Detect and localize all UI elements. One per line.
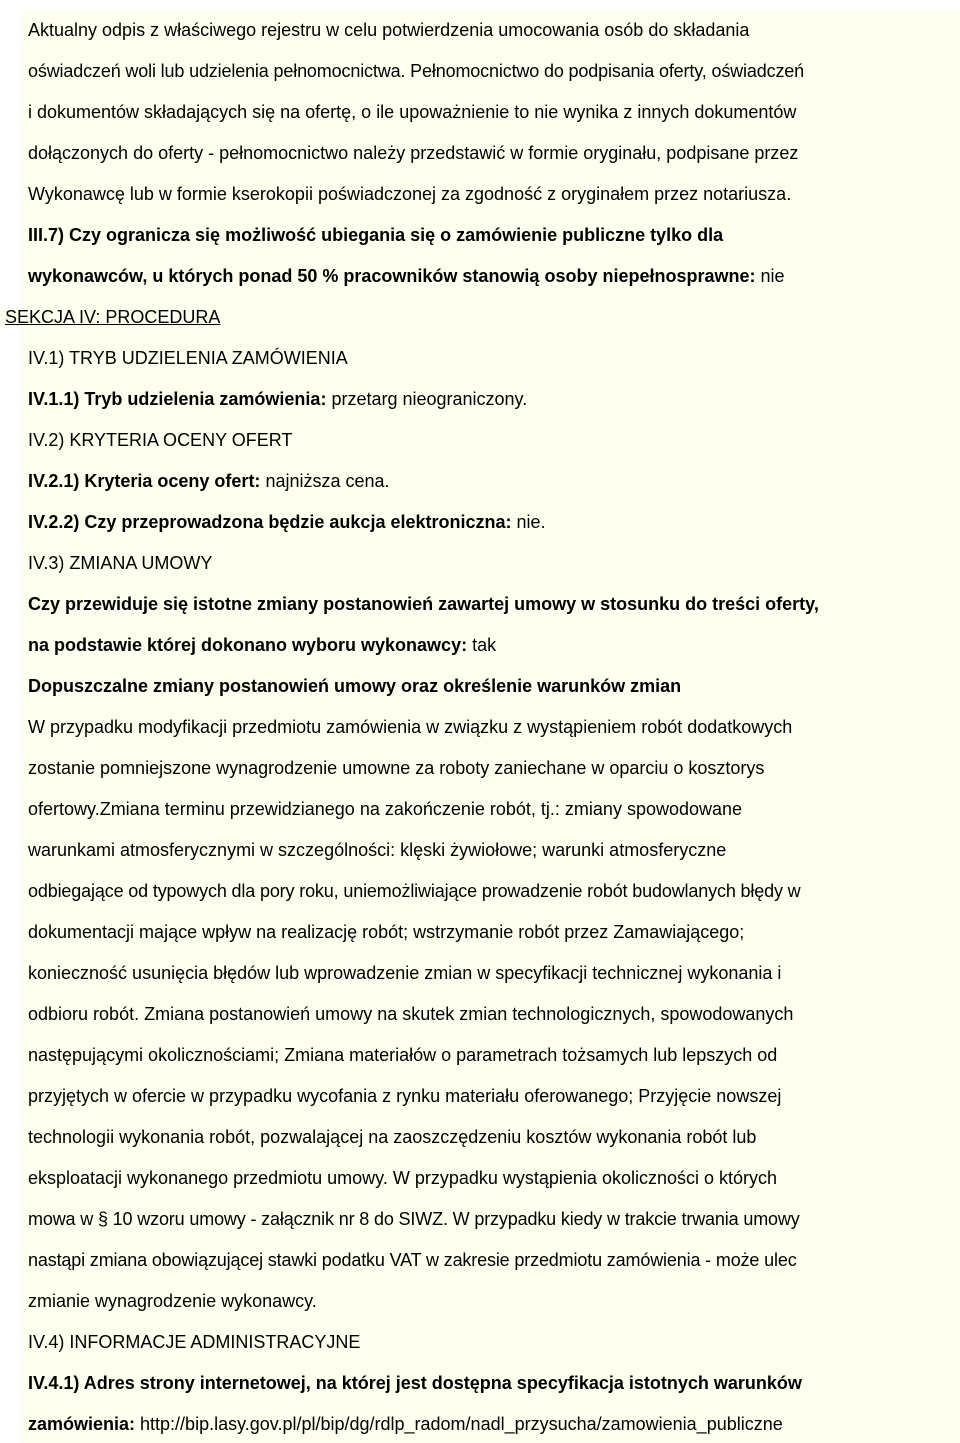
url-line [28,1404,954,1443]
field-line [28,502,954,543]
paragraph-line: zmianie wynagrodzenie wykonawcy. [28,1291,317,1311]
field-value: przetarg nieograniczony. [326,389,528,409]
field-line [28,461,954,502]
paragraph-line: dołączonych do oferty - pełnomocnictwo należy przedstawić w formie oryginału, podpisane przez [28,143,799,163]
subsection-heading: IV.3) ZMIANA UMOWY [28,553,213,573]
paragraph-line: mowa w § 10 wzoru umowy - załącznik nr 8 do SIWZ. W przypadku kiedy w trakcie trwania umowy [28,1209,800,1229]
answer-value: nie [755,266,785,286]
field-label: zamówienia: [28,1414,136,1434]
field-line [28,379,954,420]
field-value: nie. [511,512,546,532]
paragraph-line: konieczność usunięcia błędów lub wprowadzenie zmian w specyfikacji technicznej wykonania i [28,963,782,983]
paragraph-line: i dokumentów składających się na ofertę, o ile upoważnienie to nie wynika z innych dokumentów [28,102,797,122]
paragraph-line: przyjętych w ofercie w przypadku wycofania z rynku materiału oferowanego; Przyjęcie nowszej [28,1086,782,1106]
question-line [28,256,954,297]
question-label: wykonawców, u których ponad 50 % pracowników stanowią osoby niepełnosprawne: [28,266,756,286]
paragraph-line: nastąpi zmiana obowiązującej stawki podatku VAT w zakresie przedmiotu zamówienia - może ulec [28,1250,797,1270]
field-label: IV.1.1) Tryb udzielenia zamówienia: [28,389,327,409]
paragraph-line: ofertowy.Zmiana terminu przewidzianego na zakończenie robót, tj.: zmiany spowodowane [28,799,743,819]
question-label: na podstawie której dokonano wyboru wykonawcy: [28,635,468,655]
subsection-heading: IV.4) INFORMACJE ADMINISTRACYJNE [28,1332,361,1352]
paragraph-line: Aktualny odpis z właściwego rejestru w celu potwierdzenia umocowania osób do składania [28,20,750,40]
paragraph-heading: Dopuszczalne zmiany postanowień umowy oraz określenie warunków zmian [28,676,682,696]
paragraph-line: Wykonawcę lub w formie kserokopii poświadczonej za zgodność z oryginałem przez notariusza. [28,184,792,204]
paragraph-line: odbiegające od typowych dla pory roku, uniemożliwiające prowadzenie robót budowlanych błędy w [28,881,801,901]
url-value: http://bip.lasy.gov.pl/pl/bip/dg/rdlp_radom/nadl_przysucha/zamowienia_publiczne [135,1414,783,1434]
subsection-heading: IV.1) TRYB UDZIELENIA ZAMÓWIENIA [28,348,348,368]
question-heading: Czy przewiduje się istotne zmiany postanowień zawartej umowy w stosunku do treści oferty, [28,594,819,614]
document-body [5,10,960,1443]
paragraph-line: zostanie pomniejszone wynagrodzenie umowne za roboty zaniechane w oparciu o kosztorys [28,758,765,778]
paragraph-line: W przypadku modyfikacji przedmiotu zamówienia w związku z wystąpieniem robót dodatkowych [28,717,793,737]
answer-value: tak [467,635,497,655]
field-label: IV.2.1) Kryteria oceny ofert: [28,471,261,491]
subsection-heading: IV.2) KRYTERIA OCENY OFERT [28,430,293,450]
field-label: IV.2.2) Czy przeprowadzona będzie aukcja elektroniczna: [28,512,512,532]
question-line [28,625,954,666]
question-heading: III.7) Czy ogranicza się możliwość ubiegania się o zamówienie publiczne tylko dla [28,225,724,245]
field-value: najniższa cena. [260,471,390,491]
paragraph-line: oświadczeń woli lub udzielenia pełnomocnictwa. Pełnomocnictwo do podpisania oferty, oświadczeń [28,61,805,81]
paragraph-line: eksploatacji wykonanego przedmiotu umowy. W przypadku wystąpienia okoliczności o których [28,1168,778,1188]
section-heading-row [5,297,954,338]
paragraph-line: odbioru robót. Zmiana postanowień umowy na skutek zmian technologicznych, spowodowanych [28,1004,794,1024]
section-heading: SEKCJA IV: PROCEDURA [0,307,220,327]
paragraph-line: warunkami atmosferycznymi w szczególności: klęski żywiołowe; warunki atmosferyczne [28,840,727,860]
paragraph-line: technologii wykonania robót, pozwalającej na zaoszczędzeniu kosztów wykonania robót lub [28,1127,757,1147]
paragraph-line: dokumentacji mające wpływ na realizację robót; wstrzymanie robót przez Zamawiającego; [28,922,745,942]
paragraph-line: następującymi okolicznościami; Zmiana materiałów o parametrach tożsamych lub lepszych od [28,1045,778,1065]
question-heading: IV.4.1) Adres strony internetowej, na której jest dostępna specyfikacja istotnych warunków [28,1373,802,1393]
